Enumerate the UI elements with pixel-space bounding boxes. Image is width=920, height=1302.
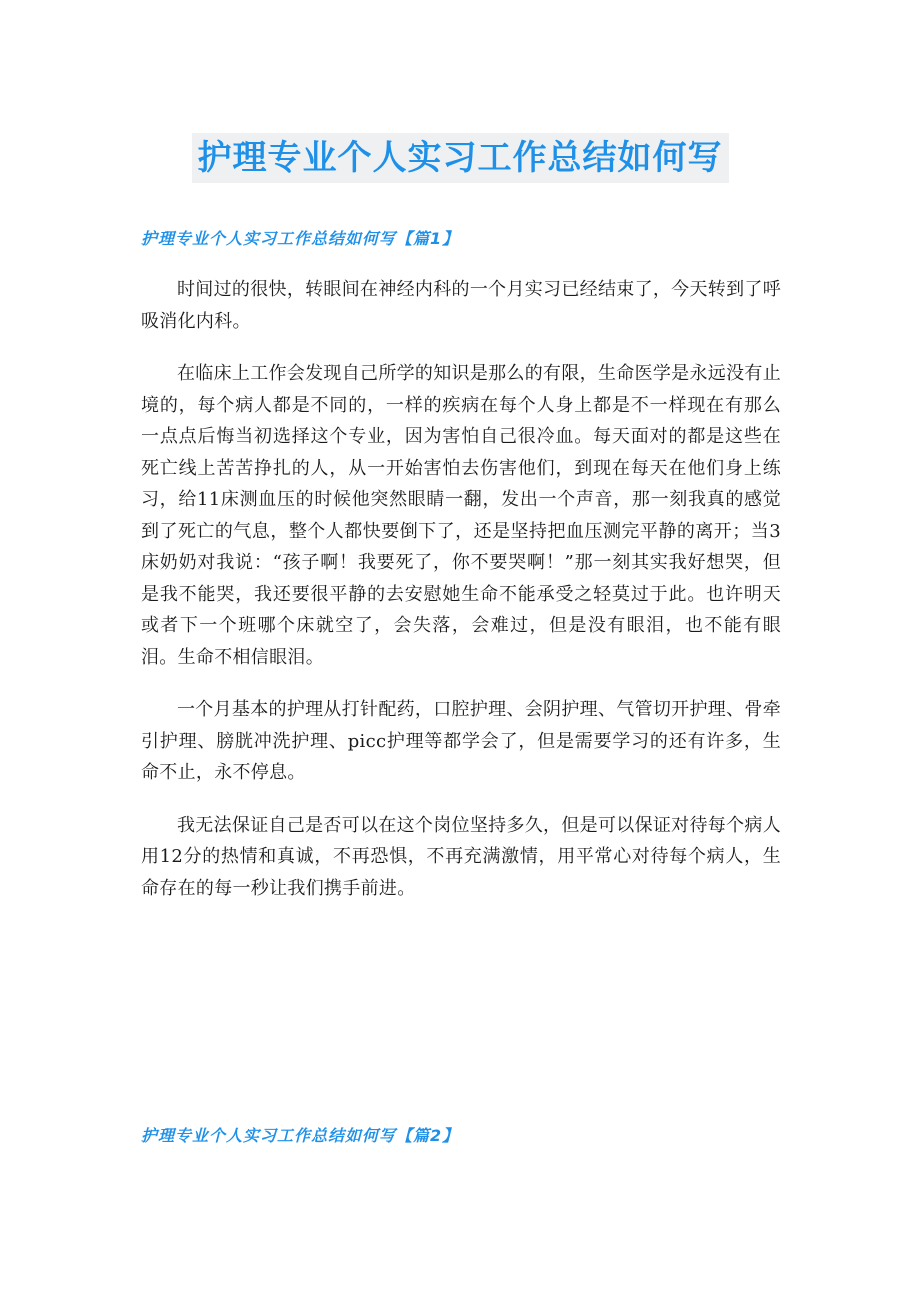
title-wrapper — [0, 133, 920, 183]
paragraph: 在临床上工作会发现自己所学的知识是那么的有限，生命医学是永远没有止境的，每个病人都是不同的，一样的疾病在每个人身上都是不一样现在有那么一点点后悔当初选择这个专业，因为害怕自己很冷血。每天面对的都是这些在死亡线上苦苦挣扎的人，从一开始害怕去伤害他们，到现在每天在他们身上练习，给11床测血压的时候他突然眼睛一翻，发出一个声音，那一刻我真的感觉到了死亡的气息，整个人都快要倒下了，还是坚持把血压测完平静的离开；当3床奶奶对我说：“孩子啊！我要死了，你不要哭啊！”那一刻其实我好想哭，但是我不能哭，我还要很平静的去安慰她生命不能承受之轻莫过于此。也许明天或者下一个班哪个床就空了，会失落，会难过，但是没有眼泪，也不能有眼泪。生命不相信眼泪。 — [141, 363, 781, 668]
paragraph: 我无法保证自己是否可以在这个岗位坚持多久，但是可以保证对待每个病人用12分的热情和真诚，不再恐惧，不再充满激情，用平常心对待每个病人，生命存在的每一秒让我们携手前进。 — [141, 814, 781, 899]
section-1-body — [141, 274, 781, 925]
section-heading-2: 护理专业个人实习工作总结如何写【篇2】 — [141, 1126, 460, 1145]
page-title: 护理专业个人实习工作总结如何写 — [192, 133, 729, 183]
paragraph: 一个月基本的护理从打针配药，口腔护理、会阴护理、气管切开护理、骨牵引护理、膀胱冲洗护理、picc护理等都学会了，但是需要学习的还有许多，生命不止，永不停息。 — [141, 699, 781, 783]
paragraph: 时间过的很快，转眼间在神经内科的一个月实习已经结束了，今天转到了呼吸消化内科。 — [141, 279, 781, 332]
section-heading-1: 护理专业个人实习工作总结如何写【篇1】 — [141, 229, 460, 248]
